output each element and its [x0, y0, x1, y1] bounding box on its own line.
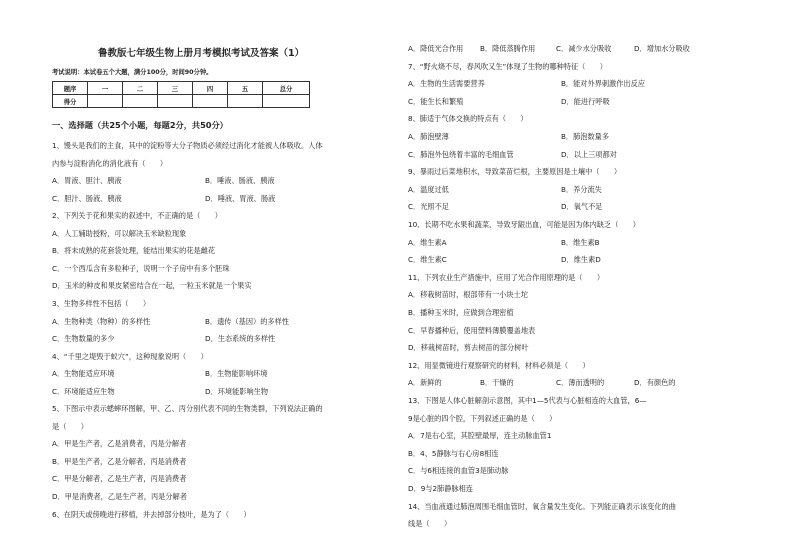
answer-option: A．维生素A: [408, 237, 447, 247]
answer-option: C．早春播种后，使用塑料薄膜覆盖地表: [408, 325, 536, 335]
answer-option: B．养分流失: [561, 184, 602, 194]
answer-option: C．与6相连接的血管3是肺动脉: [408, 466, 509, 476]
answer-option: A．降低光合作用: [408, 44, 464, 53]
question-text: 线是（ ）: [408, 519, 452, 529]
score-header-cell: 五: [228, 82, 263, 95]
score-cell[interactable]: [193, 95, 228, 108]
answer-option: B．将未成熟的花套袋处理，能结出果实的花是雌花: [52, 246, 216, 256]
answer-option: D．甲是消费者，乙是生产者，丙是分解者: [52, 492, 187, 501]
score-header-cell: 三: [158, 82, 193, 95]
score-header-cell: 题序: [53, 82, 88, 95]
answer-option: C．肺泡外包绕着丰富的毛细血管: [408, 149, 514, 159]
answer-option: B．甲是生产者，乙是分解者，丙是消费者: [52, 456, 187, 466]
answer-option: D．氧气不足: [561, 202, 603, 212]
answer-option: C．减少水分吸收: [556, 44, 612, 53]
question-text: 11、下列农业生产措施中，应用了光合作用原理的是（ ）: [408, 272, 605, 282]
question-text: 5、下图示中表示蟋蟀环图解，甲、乙、丙分别代表不同的生物类群，下列说法正确的: [52, 404, 323, 414]
answer-option: C．光照不足: [408, 202, 449, 212]
question-text: 是（ ）: [52, 421, 88, 431]
score-table-header-row: [53, 82, 310, 95]
answer-option: D．维生素D: [561, 255, 601, 265]
question-text: 1、馒头是我们的主食，其中的淀粉等大分子物质必须经过消化才能被人体吸收。人体: [52, 141, 323, 150]
answer-option: C．甲是分解者，乙是生产者，丙是消费者: [52, 474, 187, 484]
page-title: 鲁教版七年级生物上册月考模拟考试及答案（1）: [98, 48, 305, 59]
answer-option: A．移栽树苗时，根部带有一小块土坨: [408, 290, 528, 300]
score-row-label: 得分: [53, 95, 88, 108]
answer-option: B．能对外界刺激作出反应: [561, 79, 645, 89]
answer-option: C．维生素C: [408, 255, 447, 265]
answer-option: C．生物数量的多少: [52, 334, 115, 344]
answer-option: A．甲是生产者，乙是消费者，丙是分解者: [52, 439, 187, 449]
question-text: 2、下列关于花和果实的叙述中，不正确的是（ ）: [52, 211, 222, 221]
answer-option: B．播种玉米时，应做到合理密植: [408, 308, 514, 317]
question-text: 12、用显微镜进行观察研究的材料，材料必须是（ ）: [408, 360, 590, 370]
question-text: 13、下图是人体心脏解剖示意图，其中1—5代表与心脏相连的大血管，6—: [408, 396, 647, 405]
question-text: 10、长期不吃水果和蔬菜，导致牙龈出血，可能是因为体内缺乏（ ）: [408, 220, 640, 229]
answer-option: D．生态系统的多样性: [205, 334, 276, 344]
question-text: 内参与淀粉消化的消化液有（ ）: [52, 158, 168, 168]
score-cell[interactable]: [123, 95, 158, 108]
answer-option: D．环境能影响生物: [205, 386, 269, 396]
answer-option: B．生物能影响环境: [205, 369, 268, 379]
score-cell[interactable]: [88, 95, 123, 108]
answer-option: C．胆汁、肠液、胰液: [52, 193, 122, 203]
answer-option: C．薄而透明的: [556, 378, 605, 388]
score-header-cell: 一: [88, 82, 123, 95]
score-cell[interactable]: [158, 95, 193, 108]
question-text: 8、肺适于气体交换的特点有（ ）: [408, 114, 528, 124]
answer-option: B．维生素B: [561, 237, 600, 247]
question-text: 9、暴雨过后菜地积水，导致菜苗烂根，主要原因是土壤中（ ）: [408, 167, 622, 177]
answer-option: A．生物能适应环境: [52, 369, 115, 379]
question-text: 7、“野火烧不尽，春风吹又生”体现了生物的哪种特征（ ）: [408, 61, 607, 71]
answer-option: D．唾液、胃液、肠液: [205, 193, 276, 203]
answer-option: A．温度过低: [408, 184, 449, 194]
answer-option: A．生物的生活需要营养: [408, 79, 485, 89]
score-table-score-row: [53, 95, 310, 108]
score-cell[interactable]: [263, 95, 310, 108]
answer-option: A．胃液、胆汁、胰液: [52, 176, 122, 186]
score-cell[interactable]: [228, 95, 263, 108]
question-text: 14、当血液通过肺泡周围毛细血管时，氧含量发生变化。下列能正确表示该变化的曲: [408, 501, 676, 511]
answer-option: A．人工辅助授粉，可以解决玉米缺粒现象: [52, 228, 187, 238]
answer-option: A．生物种类（物种）的多样性: [52, 316, 151, 326]
answer-option: D．9与2肺静脉相连: [408, 484, 473, 493]
answer-option: A．7是右心室，其腔壁最厚，连主动脉血管1: [408, 431, 552, 441]
answer-option: D．增加水分吸收: [634, 44, 690, 53]
question-text: 4、“千里之堤毁于蚁穴”，这种现象说明（ ）: [52, 351, 208, 361]
answer-option: D．能进行呼吸: [561, 96, 610, 106]
answer-option: B．唾液、肠液、胰液: [205, 176, 275, 186]
answer-option: B．降低蒸腾作用: [480, 44, 536, 53]
score-header-cell: 四: [193, 82, 228, 95]
answer-option: C．能生长和繁殖: [408, 96, 464, 106]
exam-instructions: 考试说明：本试卷五个大题，满分100分，时间90分钟。: [52, 69, 213, 76]
answer-option: A．肺泡壁薄: [408, 132, 449, 141]
question-text: 6、在阴天或傍晚进行移植，并去掉部分枝叶，是为了（ ）: [52, 509, 251, 519]
score-header-cell: 总分: [263, 82, 310, 95]
section-heading-choice: 一、选择题（共25个小题，每题2分，共50分）: [52, 120, 228, 130]
answer-option: B．4、5静脉与右心房8相连: [408, 448, 499, 458]
answer-option: B．遗传（基因）的多样性: [205, 316, 289, 326]
question-text: 3、生物多样性不包括（ ）: [52, 298, 151, 308]
score-table: [52, 81, 310, 108]
answer-option: D．玉米的种皮和果皮紧密结合在一起，一粒玉米就是一个果实: [52, 281, 252, 291]
score-header-cell: 二: [123, 82, 158, 95]
answer-option: C．一个西瓜含有多粒种子，说明一个子房中有多个胚珠: [52, 263, 230, 273]
answer-option: D．有颜色的: [634, 378, 676, 388]
answer-option: D．移栽树苗时，剪去树苗的部分树叶: [408, 343, 529, 353]
answer-option: D．以上三项都对: [561, 149, 617, 159]
answer-option: B．干燥的: [480, 378, 514, 388]
question-text: 9是心脏的四个腔，下列叙述正确的是（ ）: [408, 413, 557, 423]
answer-option: B．肺泡数量多: [561, 132, 610, 141]
answer-option: C．环境能适应生物: [52, 386, 115, 396]
answer-option: A．新鲜的: [408, 378, 442, 388]
